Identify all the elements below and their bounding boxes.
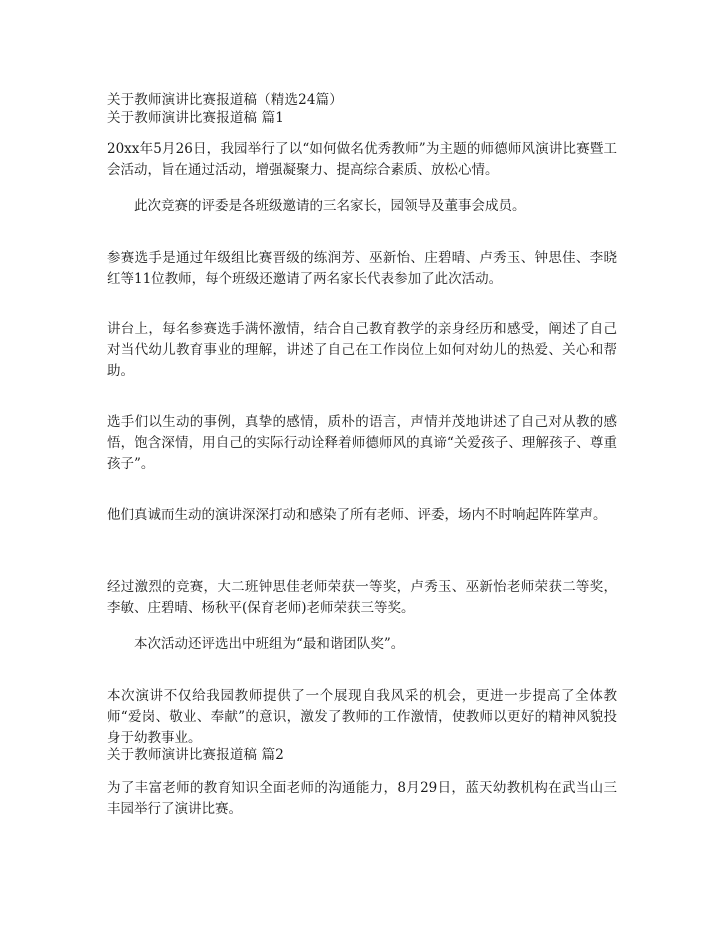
paragraph: 参赛选手是通过年级组比赛晋级的练润芳、巫新怡、庄碧晴、卢秀玉、钟思佳、李晓红等11位教师，每个班级还邀请了两名家长代表参加了此次活动。 [107,250,617,287]
paragraph: 为了丰富老师的教育知识全面老师的沟通能力，8月29日，蓝天幼教机构在武当山三丰园举行了演讲比赛。 [107,780,617,817]
paragraph: 此次竞赛的评委是各班级邀请的三名家长，园领导及董事会成员。 [134,198,526,214]
paragraph: 他们真诚而生动的演讲深深打动和感染了所有老师、评委，场内不时响起阵阵掌声。 [107,507,607,523]
paragraph: 本次活动还评选出中班组为“最和谐团队奖”。 [134,636,405,652]
paragraph: 讲台上，每名参赛选手满怀激情，结合自己教育教学的亲身经历和感受，阐述了自己对当代幼儿教育事业的理解，讲述了自己在工作岗位上如何对幼儿的热爱、关心和帮助。 [107,321,617,379]
paragraph: 选手们以生动的事例，真挚的感情，质朴的语言，声情并茂地讲述了自己对从教的感悟，饱含深情，用自己的实际行动诠释着师德师风的真谛“关爱孩子、理解孩子、尊重孩子”。 [107,414,617,472]
document-title: 关于教师演讲比赛报道稿（精选24篇） [107,92,343,108]
paragraph: 本次演讲不仅给我园教师提供了一个展现自我风采的机会，更进一步提高了全体教师“爱岗、敬业、奉献”的意识，激发了教师的工作激情，使教师以更好的精神风貌投身于幼教事业。 [107,688,617,746]
section-heading-2: 关于教师演讲比赛报道稿 篇2 [107,747,284,763]
paragraph: 经过激烈的竞赛，大二班钟思佳老师荣获一等奖，卢秀玉、巫新怡老师荣获二等奖，李敏、庄碧晴、杨秋平(保育老师)老师荣获三等奖。 [107,579,617,616]
section-heading-1: 关于教师演讲比赛报道稿 篇1 [107,110,284,126]
paragraph: 20xx年5月26日，我园举行了以“如何做名优秀教师”为主题的师德师风演讲比赛暨工会活动，旨在通过活动，增强凝聚力、提高综合素质、放松心情。 [107,141,617,178]
